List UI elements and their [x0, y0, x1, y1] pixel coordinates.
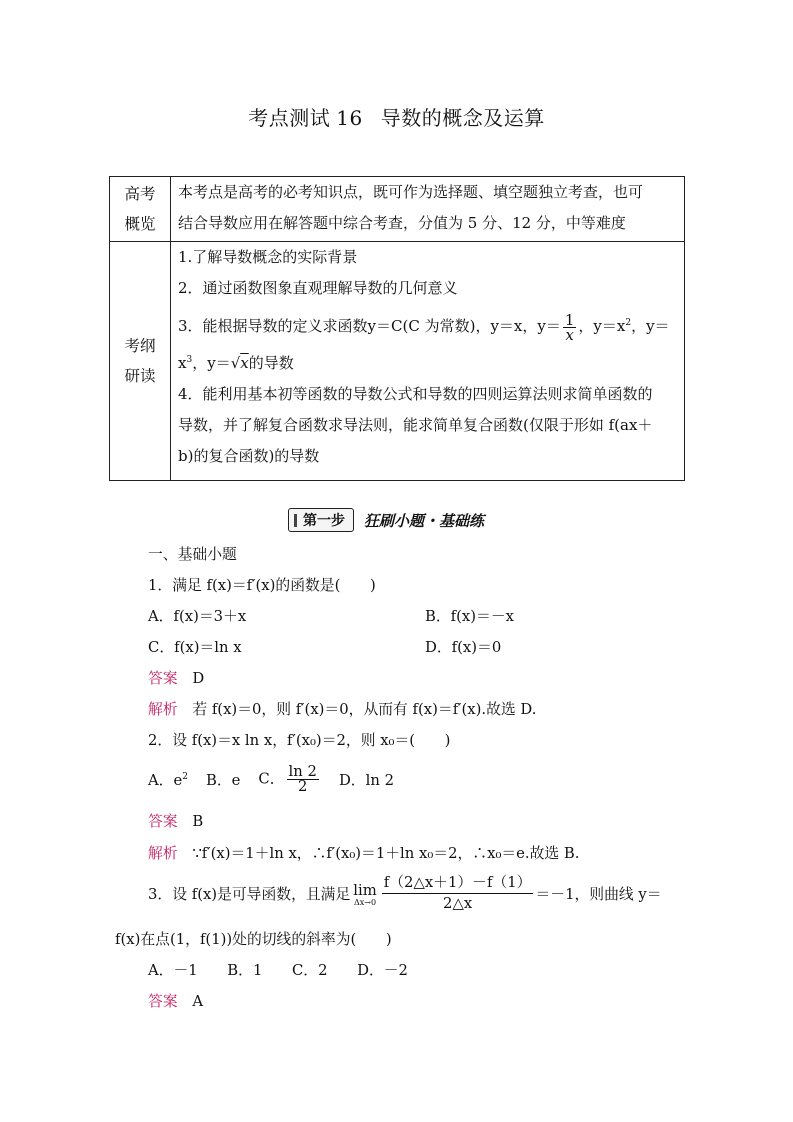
frac-den: 2△x — [443, 894, 473, 912]
title-prefix: 考点测试 — [248, 106, 331, 130]
item-formula: ，y＝x — [578, 317, 626, 335]
item-text: 的导数 — [248, 354, 294, 372]
step-caption: 狂刷小题・基础练 — [364, 511, 485, 530]
syllabus-row — [110, 242, 685, 481]
answer-label: 答案 — [148, 670, 178, 687]
question-stem: 2．设 f(x)＝x ln x，f′(x₀)＝2，则 x₀＝( ) — [148, 732, 451, 749]
fraction: $\frac{1}{x}$ — [564, 310, 575, 344]
option-sup: 2 — [182, 771, 188, 782]
head-line: 研读 — [124, 367, 156, 385]
answer-line — [148, 667, 204, 688]
option-a: A．f(x)＝3＋x — [148, 608, 247, 625]
head-line: 概览 — [124, 215, 156, 233]
question-stem-cont: f(x)在点(1，f(1))处的切线的斜率为( ) — [115, 931, 392, 948]
text-line: 本考点是高考的必考知识点，既可作为选择题、填空题独立考查，也可 — [178, 183, 644, 201]
item-formula: ，y＝ — [192, 354, 231, 372]
title-topic: 导数的概念及运算 — [380, 106, 545, 130]
stem-text: 3．设 f(x)是可导函数，且满足 — [148, 885, 351, 903]
stem-text: ＝－1，则曲线 y＝ — [535, 885, 662, 903]
option-d: D．ln 2 — [338, 771, 394, 789]
option-a — [148, 769, 188, 790]
analysis-label: 解析 — [148, 845, 178, 862]
frac-num: ln 2 — [288, 762, 317, 780]
lim-sub: Δx→0 — [353, 898, 377, 907]
page-title — [0, 102, 793, 131]
options-row: A．－1 B．1 C．2 D．－2 — [148, 962, 408, 979]
answer-line — [148, 990, 203, 1011]
syllabus-item: 1.了解导数概念的实际背景 — [178, 248, 358, 266]
syllabus-item: $x^3$，y＝√x的导数 — [178, 354, 294, 372]
step-header — [288, 508, 484, 532]
overview-row — [110, 177, 685, 242]
options-row — [148, 762, 394, 796]
item-formula: ，y＝ — [631, 317, 670, 335]
option-c: C．f(x)＝ln x — [148, 639, 242, 656]
item-formula: y＝C(C 为常数)，y＝x，y＝ — [367, 317, 561, 335]
overview-head — [110, 177, 171, 242]
syllabus-head — [110, 242, 171, 481]
answer-value: B — [192, 813, 204, 830]
overview-text — [171, 177, 685, 242]
lim-text: lim — [353, 882, 377, 899]
item-text: 3．能根据导数的定义求函数 — [178, 317, 368, 335]
analysis-line — [148, 842, 580, 863]
option-c — [258, 762, 321, 795]
answer-line — [148, 810, 203, 831]
analysis-label: 解析 — [148, 701, 178, 718]
answer-label: 答案 — [148, 993, 178, 1010]
answer-value: A — [192, 993, 204, 1010]
head-line: 考纲 — [124, 337, 156, 355]
analysis-text: 若 f(x)＝0，则 f′(x)＝0，从而有 f(x)＝f′(x).故选 D. — [192, 701, 537, 718]
syllabus-item: 3．能根据导数的定义求函数y＝C(C 为常数)，y＝x，y＝ $\frac{1}{x}$ ，$y=x^2$，y＝ — [178, 310, 670, 344]
limit — [353, 882, 377, 909]
overview-table — [109, 176, 685, 481]
sqrt-x: √x — [230, 354, 249, 372]
answer-label: 答案 — [148, 813, 178, 830]
bar-icon — [294, 514, 297, 527]
answer-value: D — [192, 670, 205, 687]
step-badge — [288, 508, 354, 532]
option-d: D．f(x)＝0 — [425, 639, 502, 656]
option-b: B．e — [205, 771, 241, 789]
text-line: 结合导数应用在解答题中综合考查，分值为 5 分、12 分，中等难度 — [178, 214, 626, 232]
question-stem — [148, 872, 662, 914]
analysis-text: ∵f′(x)＝1＋ln x，∴f′(x₀)＝1＋ln x₀＝2，∴x₀＝e.故选 B. — [192, 845, 580, 862]
frac-num: f（2△x＋1）－f（1） — [382, 873, 534, 894]
head-line: 高考 — [124, 185, 156, 203]
question-stem: 1．满足 f(x)＝f′(x)的函数是( ) — [148, 577, 376, 594]
syllabus-item: 4．能利用基本初等函数的导数公式和导数的四则运算法则求简单函数的 — [178, 385, 653, 403]
syllabus-item: 导数，并了解复合函数求导法则，能求简单复合函数(仅限于形如 f(ax＋ — [178, 416, 653, 434]
fraction — [382, 873, 534, 914]
analysis-line — [148, 698, 536, 719]
section-heading: 一、基础小题 — [148, 546, 237, 563]
item-formula: x — [178, 354, 187, 372]
frac-den: 2 — [298, 777, 308, 795]
syllabus-text — [171, 242, 685, 481]
option-b: B．f(x)＝－x — [425, 608, 514, 625]
step-label: 第一步 — [303, 513, 345, 529]
syllabus-item: b)的复合函数)的导数 — [178, 447, 320, 465]
option-text: A．e — [148, 771, 183, 789]
syllabus-item: 2．通过函数图象直观理解导数的几何意义 — [178, 279, 458, 297]
title-number: 16 — [336, 106, 363, 130]
option-text: C． — [258, 770, 285, 787]
fraction — [287, 762, 319, 795]
